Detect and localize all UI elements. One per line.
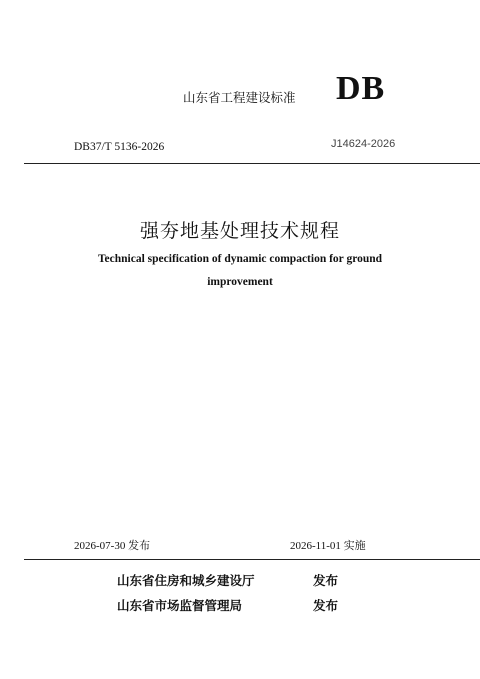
issue-date: 2026-07-30 发布 (74, 540, 151, 552)
standard-number: DB37/T 5136-2026 (74, 141, 165, 153)
footer-divider (24, 559, 480, 560)
implementation-date: 2026-11-01 实施 (290, 540, 366, 552)
record-number: J14624-2026 (331, 138, 396, 150)
db-logo-mark: DB (336, 70, 386, 107)
issuer-name: 山东省住房和城乡建设厅 (117, 573, 255, 588)
issuer-name: 山东省市场监督管理局 (117, 598, 243, 613)
document-title-chinese: 强夯地基处理技术规程 (139, 220, 340, 242)
header-divider (24, 163, 480, 164)
standard-category: 山东省工程建设标准 (183, 90, 296, 105)
document-title-english-line1: Technical specification of dynamic compaction for ground (97, 253, 383, 265)
issuer-action: 发布 (313, 598, 339, 613)
document-title-english-line2: improvement (207, 276, 273, 288)
issuer-action: 发布 (313, 573, 339, 588)
